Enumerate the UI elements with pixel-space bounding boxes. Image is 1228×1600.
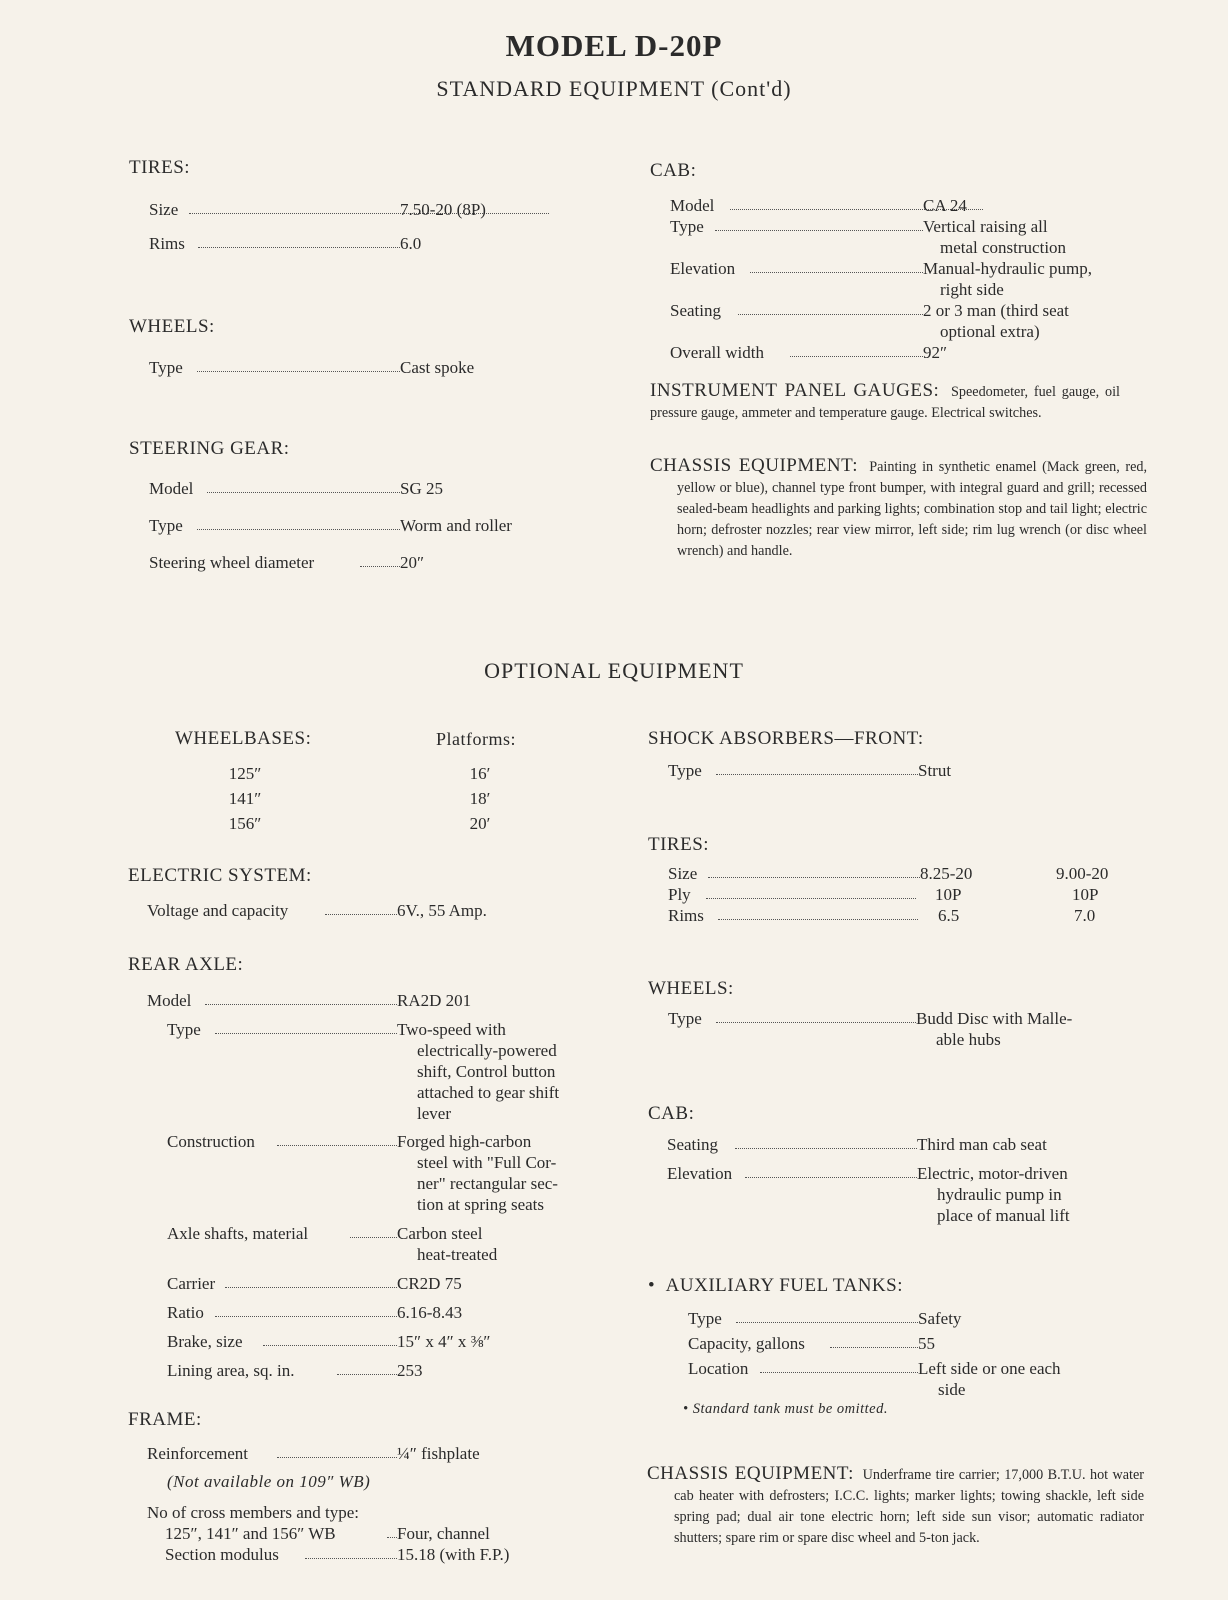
row-value: 6.5 (938, 906, 960, 925)
row-value-alt: 7.0 (1074, 906, 1096, 925)
row-label: Model (147, 991, 192, 1010)
leader-dots (263, 1345, 397, 1346)
std-cab-width-row (670, 342, 1130, 364)
row-label: Voltage and capacity (147, 901, 289, 920)
section-heading: INSTRUMENT PANEL GAUGES: (650, 380, 940, 401)
row-label: Location (688, 1359, 749, 1378)
opt-wheelbases-heading: WHEELBASES: (175, 728, 312, 749)
row-value-alt: 9.00-20 (1056, 864, 1109, 883)
row-label: Steering wheel diameter (149, 553, 315, 572)
std-cab-type-row (670, 216, 1130, 260)
opt-aux-note: • Standard tank must be omitted. (683, 1401, 888, 1417)
row-value: 92″ (923, 343, 948, 362)
std-instrument-panel (650, 380, 1120, 424)
leader-dots (830, 1347, 918, 1348)
row-value-continued: shift, Control button (417, 1062, 556, 1081)
opt-aux-fuel-heading (648, 1275, 903, 1297)
opt-wheels-type-row (668, 1008, 1128, 1052)
opt-frame-section-row (165, 1544, 585, 1566)
std-steering-diameter-row (149, 552, 549, 574)
opt-shock-heading: SHOCK ABSORBERS—FRONT: (648, 728, 924, 749)
wheelbase-value: 125″ (228, 764, 262, 783)
opt-axle-carrier-row (167, 1273, 587, 1295)
section-text: Painting in synthetic enamel (Mack green, red, yellow or blue), channel type front bumper, with integral guard and grill; recessed sealed-beam headlights and parking lights; combination stop and tail light; electric horn; defroster nozzles; rear view mirror, left side; rim lug wrench (or disc wheel wrench) and handle. (677, 459, 1148, 559)
opt-tires-rims-row (668, 905, 1128, 927)
leader-dots (745, 1177, 917, 1178)
row-label: Model (149, 479, 194, 498)
row-label: 125″, 141″ and 156″ WB (165, 1524, 336, 1543)
row-value: Third man cab seat (917, 1135, 1047, 1154)
opt-aux-type-row (688, 1308, 1128, 1330)
opt-axle-brake-row (167, 1331, 587, 1353)
row-value: SG 25 (400, 479, 443, 498)
row-label: Size (149, 200, 179, 219)
row-label: Seating (670, 301, 721, 320)
platform-value: 20′ (469, 814, 491, 833)
wheelbase-value: 156″ (228, 814, 262, 833)
row-label: Seating (667, 1135, 718, 1154)
leader-dots (225, 1287, 397, 1288)
wheelbase-value: 141″ (228, 789, 262, 808)
row-value: Vertical raising all (923, 217, 1048, 236)
row-label: Ply (668, 885, 691, 904)
leader-dots (790, 356, 923, 357)
section-text: Speedometer, fuel gauge, oil pressure gauge, ammeter and temperature gauge. Electrical switches. (650, 384, 1120, 421)
std-chassis-equipment (650, 455, 1147, 562)
row-label: Lining area, sq. in. (167, 1361, 295, 1380)
row-value: 7.50-20 (8P) (400, 200, 486, 219)
page-title: MODEL D-20P (505, 28, 723, 63)
leader-dots (207, 492, 400, 493)
leader-dots (197, 529, 400, 530)
std-steering-model-row (149, 478, 549, 500)
leader-dots (325, 914, 397, 915)
row-value: 55 (918, 1334, 935, 1353)
row-value: Left side or one each (918, 1359, 1061, 1378)
row-label: Elevation (667, 1164, 733, 1183)
row-value: Worm and roller (400, 516, 512, 535)
row-value: 10P (935, 885, 962, 904)
platform-value: 18′ (469, 789, 491, 808)
section-heading: CHASSIS EQUIPMENT: (650, 455, 859, 476)
opt-electric-row (147, 900, 567, 922)
row-value-continued: steel with "Full Cor- (417, 1153, 557, 1172)
bullet-mark: • (648, 1275, 656, 1296)
row-value: ¼″ fishplate (397, 1444, 480, 1463)
leader-dots (738, 314, 923, 315)
leader-dots (708, 877, 920, 878)
opt-frame-reinforcement-row (147, 1443, 567, 1465)
std-tires-heading: TIRES: (129, 157, 191, 178)
row-label: Type (688, 1309, 722, 1328)
std-cab-seating-row (670, 300, 1130, 344)
row-value-continued: place of manual lift (937, 1206, 1070, 1225)
platform-value: 16′ (469, 764, 491, 783)
row-value: CR2D 75 (397, 1274, 462, 1293)
opt-axle-model-row (147, 990, 567, 1012)
row-label: Elevation (670, 259, 736, 278)
row-label: Brake, size (167, 1332, 243, 1351)
opt-tires-ply-row (668, 884, 1128, 906)
leader-dots (305, 1558, 397, 1559)
row-value-continued: right side (940, 280, 1004, 299)
leader-dots (337, 1374, 397, 1375)
leader-dots (718, 919, 918, 920)
row-value: Manual-hydraulic pump, (923, 259, 1093, 278)
row-label: Type (167, 1020, 201, 1039)
opt-cab-heading: CAB: (648, 1103, 695, 1124)
row-value: RA2D 201 (397, 991, 472, 1010)
opt-frame-heading: FRAME: (128, 1409, 202, 1430)
row-value: Four, channel (397, 1524, 490, 1543)
row-value-continued: metal construction (940, 238, 1067, 257)
std-steering-type-row (149, 515, 549, 537)
row-value-continued: optional extra) (940, 322, 1040, 341)
opt-axle-construction-row (167, 1131, 587, 1219)
row-value: Carbon steel (397, 1224, 483, 1243)
opt-aux-capacity-row (688, 1333, 1128, 1355)
row-value: Budd Disc with Malle- (916, 1009, 1073, 1028)
opt-cab-seating-row (667, 1134, 1127, 1156)
leader-dots (750, 272, 923, 273)
row-value: 253 (397, 1361, 423, 1380)
std-steering-heading: STEERING GEAR: (129, 438, 290, 459)
row-value-continued: lever (417, 1104, 451, 1123)
row-label: Capacity, gallons (688, 1334, 805, 1353)
leader-dots (277, 1145, 397, 1146)
row-value: 20″ (400, 553, 425, 572)
leader-dots (215, 1033, 397, 1034)
opt-frame-wb-row (165, 1523, 585, 1545)
row-value: 15.18 (with F.P.) (397, 1545, 510, 1564)
leader-dots (716, 774, 918, 775)
row-value: CA 24 (923, 196, 967, 215)
opt-shock-type-row (668, 760, 1108, 782)
row-value: 6V., 55 Amp. (397, 901, 487, 920)
leader-dots (735, 1148, 917, 1149)
row-label: Rims (668, 906, 704, 925)
opt-aux-location-row (688, 1358, 1128, 1402)
leader-dots (197, 371, 400, 372)
row-label: Section modulus (165, 1545, 279, 1564)
leader-dots (716, 1022, 916, 1023)
leader-dots (715, 230, 923, 231)
row-label: Type (668, 1009, 702, 1028)
row-value: 6.16-8.43 (397, 1303, 463, 1322)
row-value-continued: electrically-powered (417, 1041, 557, 1060)
leader-dots (277, 1457, 397, 1458)
opt-chassis-equipment (647, 1463, 1144, 1549)
leader-dots (189, 213, 549, 214)
row-value: 2 or 3 man (third seat (923, 301, 1069, 320)
leader-dots (205, 1004, 397, 1005)
row-value-continued: attached to gear shift (417, 1083, 560, 1102)
row-label: Ratio (167, 1303, 204, 1322)
leader-dots (360, 566, 400, 567)
leader-dots (215, 1316, 397, 1317)
opt-wheels-heading: WHEELS: (648, 978, 734, 999)
opt-frame-cross-label: No of cross members and type: (147, 1503, 359, 1522)
row-label: Size (668, 864, 698, 883)
section-text: Underframe tire carrier; 17,000 B.T.U. hot water cab heater with defrosters; I.C.C. lights; marker lights; towing shackle, left side spring pad; dual air tone electric horn; left side sun visor; automatic radiator shutters; spare rim or spare disc wheel and 5-ton jack. (674, 1467, 1145, 1546)
std-wheels-type-row (149, 357, 549, 379)
row-label: Type (149, 516, 183, 535)
opt-platforms-heading: Platforms: (436, 729, 516, 749)
row-value: Safety (918, 1309, 962, 1328)
leader-dots (350, 1237, 397, 1238)
row-value-continued: hydraulic pump in (937, 1185, 1062, 1204)
row-value-continued: heat-treated (417, 1245, 498, 1264)
std-tires-size-row (149, 199, 549, 221)
row-label: Overall width (670, 343, 764, 362)
row-label: Type (149, 358, 183, 377)
std-cab-model-row (670, 195, 1130, 217)
row-value-continued: tion at spring seats (417, 1195, 545, 1214)
std-tires-rims-row (149, 233, 549, 255)
opt-electric-heading: ELECTRIC SYSTEM: (128, 865, 312, 886)
opt-cab-elevation-row (667, 1163, 1127, 1229)
row-label: Model (670, 196, 715, 215)
row-value: 8.25-20 (920, 864, 973, 883)
row-value: Electric, motor-driven (917, 1164, 1068, 1183)
row-value: Cast spoke (400, 358, 475, 377)
row-label: Carrier (167, 1274, 216, 1293)
row-value-continued: ner" rectangular sec- (417, 1174, 558, 1193)
page-subtitle: STANDARD EQUIPMENT (Cont'd) (436, 76, 792, 101)
opt-axle-ratio-row (167, 1302, 587, 1324)
opt-axle-lining-row (167, 1360, 587, 1382)
leader-dots (387, 1537, 397, 1538)
leader-dots (706, 898, 916, 899)
leader-dots (198, 247, 400, 248)
row-value: 15″ x 4″ x ⅜″ (397, 1332, 491, 1351)
leader-dots (760, 1372, 918, 1373)
row-value: Strut (918, 761, 952, 780)
leader-dots (736, 1322, 918, 1323)
std-cab-elevation-row (670, 258, 1130, 302)
row-label: Rims (149, 234, 185, 253)
row-value: Forged high-carbon (397, 1132, 532, 1151)
opt-tires-size-row (668, 863, 1128, 885)
opt-axle-type-row (167, 1019, 587, 1129)
heading-text: AUXILIARY FUEL TANKS: (665, 1275, 903, 1296)
opt-axle-shafts-row (167, 1223, 587, 1267)
std-cab-heading: CAB: (650, 160, 697, 181)
row-value: Two-speed with (397, 1020, 506, 1039)
section-heading: CHASSIS EQUIPMENT: (647, 1463, 854, 1484)
opt-frame-note: (Not available on 109″ WB) (167, 1472, 371, 1491)
row-label: Construction (167, 1132, 255, 1151)
row-value-continued: side (938, 1380, 966, 1399)
row-label: Axle shafts, material (167, 1224, 309, 1243)
optional-title: OPTIONAL EQUIPMENT (484, 658, 744, 683)
opt-tires-heading: TIRES: (648, 834, 710, 855)
std-wheels-heading: WHEELS: (129, 316, 215, 337)
row-value: 6.0 (400, 234, 422, 253)
row-value-alt: 10P (1072, 885, 1099, 904)
row-label: Reinforcement (147, 1444, 249, 1463)
row-value-continued: able hubs (936, 1030, 1001, 1049)
row-label: Type (668, 761, 702, 780)
opt-rear-axle-heading: REAR AXLE: (128, 954, 244, 975)
row-label: Type (670, 217, 704, 236)
